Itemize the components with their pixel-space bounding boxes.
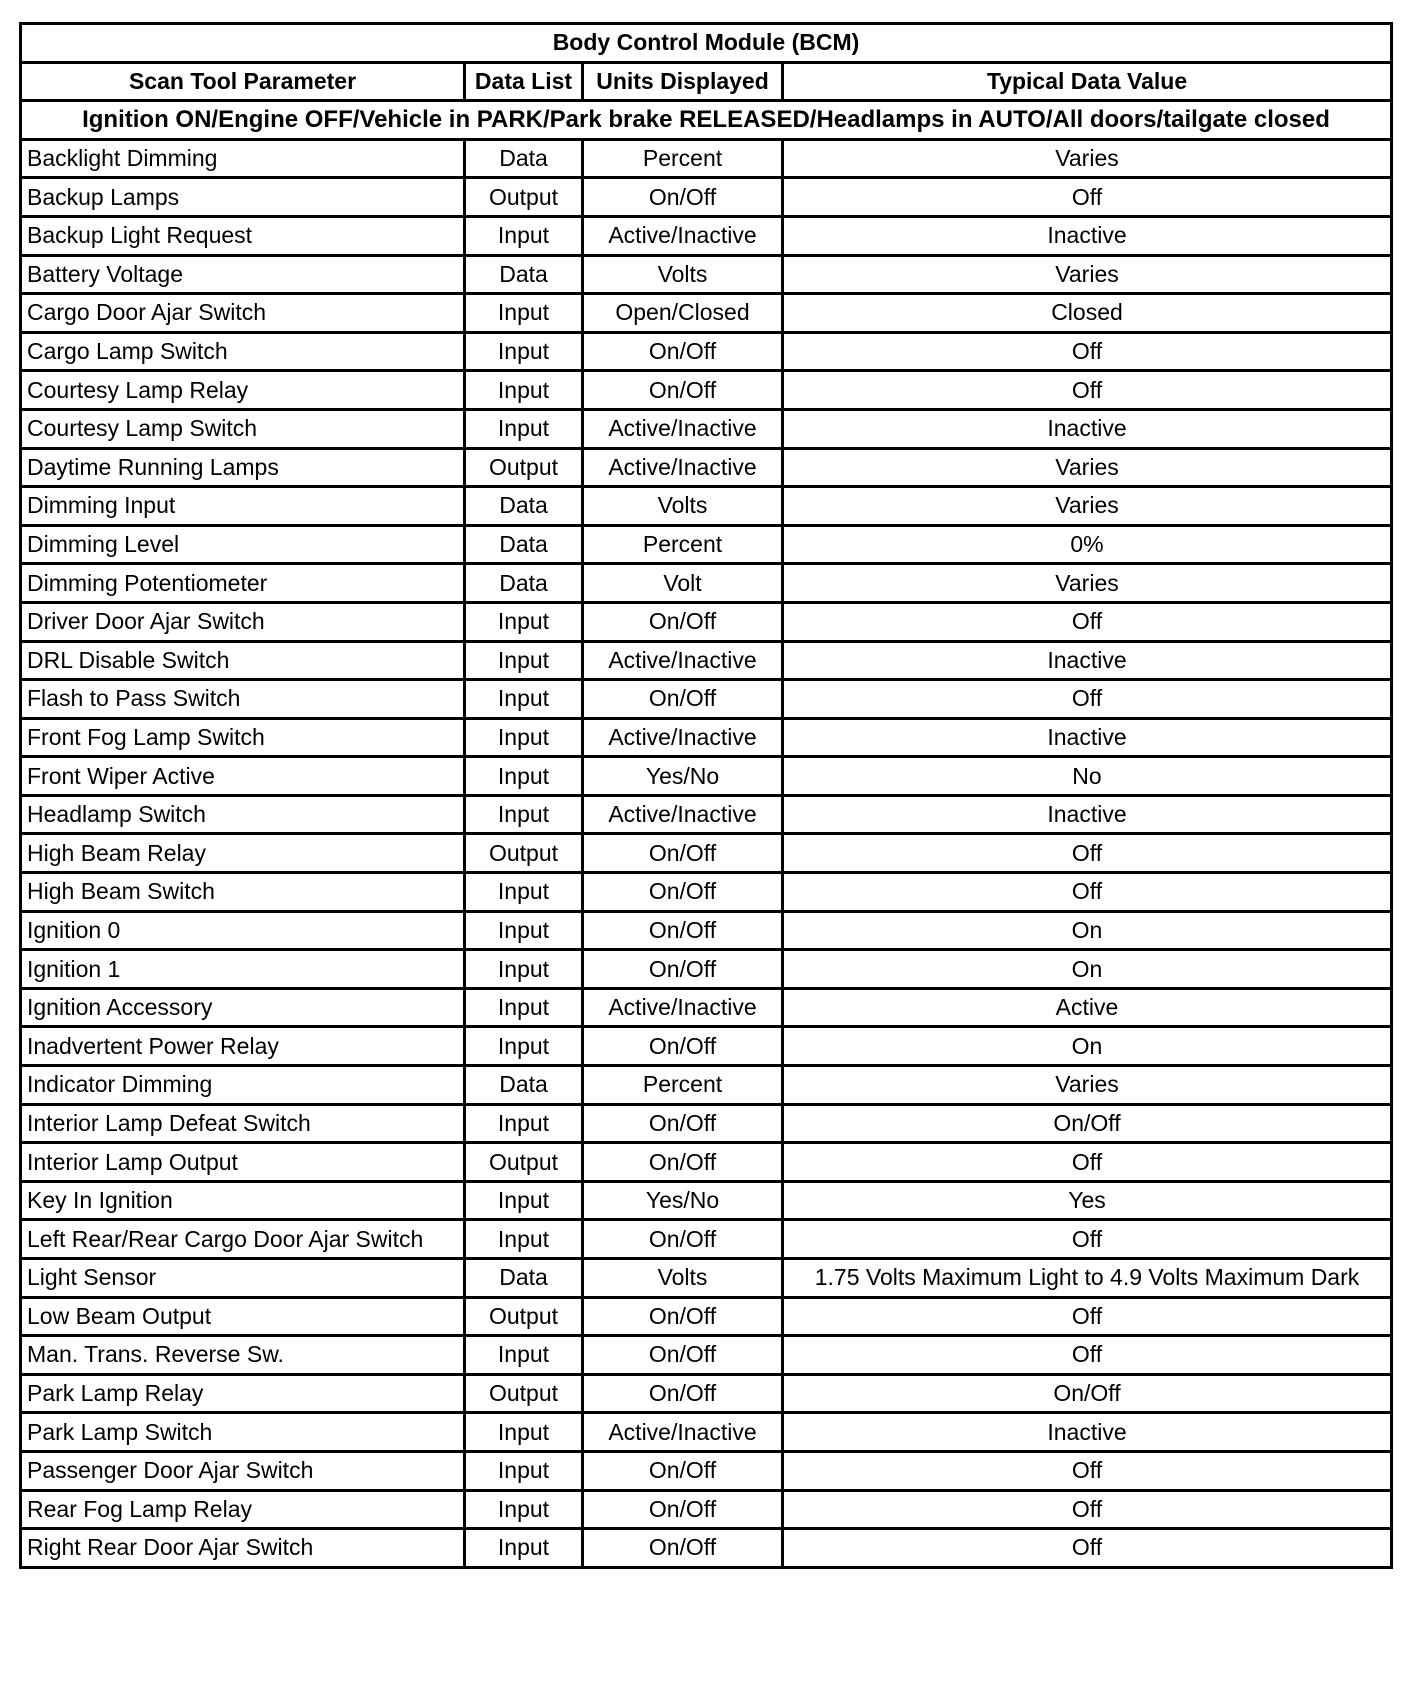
units-cell: On/Off — [583, 602, 783, 641]
units-cell: On/Off — [583, 680, 783, 719]
data-list-cell: Input — [465, 1220, 583, 1259]
data-list-cell: Input — [465, 1104, 583, 1143]
typical-value-cell: Off — [783, 602, 1392, 641]
typical-value-cell: On/Off — [783, 1374, 1392, 1413]
units-cell: Volts — [583, 255, 783, 294]
title-row — [21, 24, 1392, 63]
table-row — [21, 680, 1392, 719]
typical-value-cell: Off — [783, 1336, 1392, 1375]
typical-value-cell: Off — [783, 873, 1392, 912]
typical-value-cell: Inactive — [783, 409, 1392, 448]
typical-value-cell: Varies — [783, 448, 1392, 487]
table-row — [21, 216, 1392, 255]
data-list-cell: Output — [465, 448, 583, 487]
parameter-cell: Passenger Door Ajar Switch — [21, 1451, 465, 1490]
parameter-cell: Daytime Running Lamps — [21, 448, 465, 487]
units-cell: Active/Inactive — [583, 1413, 783, 1452]
typical-value-cell: No — [783, 757, 1392, 796]
units-cell: Active/Inactive — [583, 448, 783, 487]
table-row — [21, 1259, 1392, 1298]
table-row — [21, 178, 1392, 217]
units-cell: On/Off — [583, 834, 783, 873]
data-list-cell: Input — [465, 1336, 583, 1375]
data-list-cell: Input — [465, 988, 583, 1027]
typical-value-cell: Off — [783, 178, 1392, 217]
table-row — [21, 988, 1392, 1027]
table-row — [21, 1451, 1392, 1490]
table-row — [21, 525, 1392, 564]
parameter-cell: Front Fog Lamp Switch — [21, 718, 465, 757]
parameter-cell: Right Rear Door Ajar Switch — [21, 1529, 465, 1568]
units-cell: On/Off — [583, 332, 783, 371]
table-body — [21, 139, 1392, 1567]
typical-value-cell: Off — [783, 1490, 1392, 1529]
parameter-cell: Interior Lamp Output — [21, 1143, 465, 1182]
typical-value-cell: Varies — [783, 255, 1392, 294]
parameter-cell: Ignition Accessory — [21, 988, 465, 1027]
table-row — [21, 487, 1392, 526]
table-row — [21, 255, 1392, 294]
header-row — [21, 62, 1392, 101]
table-row — [21, 139, 1392, 178]
table-row — [21, 911, 1392, 950]
data-list-cell: Input — [465, 409, 583, 448]
header-typical-data-value: Typical Data Value — [783, 62, 1392, 101]
table-row — [21, 873, 1392, 912]
condition-row — [21, 101, 1392, 140]
data-list-cell: Input — [465, 1529, 583, 1568]
parameter-cell: Inadvertent Power Relay — [21, 1027, 465, 1066]
typical-value-cell: Inactive — [783, 795, 1392, 834]
data-list-cell: Input — [465, 641, 583, 680]
typical-value-cell: Off — [783, 371, 1392, 410]
data-list-cell: Output — [465, 1143, 583, 1182]
table-row — [21, 1297, 1392, 1336]
data-list-cell: Output — [465, 1374, 583, 1413]
data-list-cell: Input — [465, 216, 583, 255]
parameter-cell: Rear Fog Lamp Relay — [21, 1490, 465, 1529]
data-list-cell: Input — [465, 602, 583, 641]
parameter-cell: Park Lamp Switch — [21, 1413, 465, 1452]
parameter-cell: Courtesy Lamp Switch — [21, 409, 465, 448]
data-list-cell: Input — [465, 1027, 583, 1066]
parameter-cell: Dimming Input — [21, 487, 465, 526]
table-row — [21, 757, 1392, 796]
parameter-cell: Flash to Pass Switch — [21, 680, 465, 719]
parameter-cell: Cargo Lamp Switch — [21, 332, 465, 371]
typical-value-cell: Off — [783, 680, 1392, 719]
parameter-cell: Battery Voltage — [21, 255, 465, 294]
units-cell: Yes/No — [583, 1181, 783, 1220]
units-cell: Active/Inactive — [583, 795, 783, 834]
header-scan-tool-parameter: Scan Tool Parameter — [21, 62, 465, 101]
table-row — [21, 409, 1392, 448]
table-row — [21, 332, 1392, 371]
table-row — [21, 1220, 1392, 1259]
table-row — [21, 950, 1392, 989]
typical-value-cell: Yes — [783, 1181, 1392, 1220]
typical-value-cell: Inactive — [783, 216, 1392, 255]
bcm-data-table — [19, 22, 1393, 1569]
table-row — [21, 1490, 1392, 1529]
units-cell: On/Off — [583, 873, 783, 912]
typical-value-cell: On — [783, 1027, 1392, 1066]
units-cell: Volts — [583, 1259, 783, 1298]
parameter-cell: Front Wiper Active — [21, 757, 465, 796]
parameter-cell: DRL Disable Switch — [21, 641, 465, 680]
table-row — [21, 564, 1392, 603]
units-cell: Active/Inactive — [583, 988, 783, 1027]
typical-value-cell: Off — [783, 1297, 1392, 1336]
typical-value-cell: Off — [783, 1529, 1392, 1568]
table-title: Body Control Module (BCM) — [21, 24, 1392, 63]
units-cell: On/Off — [583, 371, 783, 410]
parameter-cell: Headlamp Switch — [21, 795, 465, 834]
typical-value-cell: Varies — [783, 487, 1392, 526]
typical-value-cell: 0% — [783, 525, 1392, 564]
parameter-cell: Dimming Potentiometer — [21, 564, 465, 603]
units-cell: On/Off — [583, 1374, 783, 1413]
typical-value-cell: Off — [783, 1451, 1392, 1490]
units-cell: Open/Closed — [583, 294, 783, 333]
data-list-cell: Input — [465, 1181, 583, 1220]
data-list-cell: Input — [465, 718, 583, 757]
units-cell: Active/Inactive — [583, 216, 783, 255]
units-cell: Active/Inactive — [583, 641, 783, 680]
parameter-cell: Courtesy Lamp Relay — [21, 371, 465, 410]
typical-value-cell: Inactive — [783, 1413, 1392, 1452]
table-row — [21, 641, 1392, 680]
typical-value-cell: On — [783, 911, 1392, 950]
parameter-cell: Park Lamp Relay — [21, 1374, 465, 1413]
data-list-cell: Data — [465, 255, 583, 294]
data-list-cell: Input — [465, 1451, 583, 1490]
data-list-cell: Data — [465, 1259, 583, 1298]
table-row — [21, 1066, 1392, 1105]
parameter-cell: Dimming Level — [21, 525, 465, 564]
data-list-cell: Input — [465, 332, 583, 371]
parameter-cell: Light Sensor — [21, 1259, 465, 1298]
units-cell: Percent — [583, 139, 783, 178]
units-cell: Yes/No — [583, 757, 783, 796]
parameter-cell: Low Beam Output — [21, 1297, 465, 1336]
parameter-cell: Cargo Door Ajar Switch — [21, 294, 465, 333]
data-list-cell: Data — [465, 564, 583, 603]
data-list-cell: Output — [465, 178, 583, 217]
table-row — [21, 1374, 1392, 1413]
table-row — [21, 602, 1392, 641]
units-cell: Percent — [583, 1066, 783, 1105]
table-row — [21, 294, 1392, 333]
parameter-cell: High Beam Switch — [21, 873, 465, 912]
typical-value-cell: Closed — [783, 294, 1392, 333]
table-row — [21, 1529, 1392, 1568]
typical-value-cell: Varies — [783, 564, 1392, 603]
typical-value-cell: Varies — [783, 1066, 1392, 1105]
table-row — [21, 1143, 1392, 1182]
typical-value-cell: Inactive — [783, 641, 1392, 680]
units-cell: On/Off — [583, 1104, 783, 1143]
typical-value-cell: Active — [783, 988, 1392, 1027]
data-list-cell: Input — [465, 680, 583, 719]
units-cell: Percent — [583, 525, 783, 564]
typical-value-cell: On — [783, 950, 1392, 989]
parameter-cell: High Beam Relay — [21, 834, 465, 873]
data-list-cell: Input — [465, 371, 583, 410]
parameter-cell: Interior Lamp Defeat Switch — [21, 1104, 465, 1143]
typical-value-cell: Off — [783, 834, 1392, 873]
parameter-cell: Backup Light Request — [21, 216, 465, 255]
parameter-cell: Ignition 1 — [21, 950, 465, 989]
typical-value-cell: Off — [783, 332, 1392, 371]
data-list-cell: Data — [465, 525, 583, 564]
table-row — [21, 1413, 1392, 1452]
data-list-cell: Data — [465, 139, 583, 178]
units-cell: On/Off — [583, 1451, 783, 1490]
data-list-cell: Output — [465, 1297, 583, 1336]
table-row — [21, 1104, 1392, 1143]
table-row — [21, 1336, 1392, 1375]
parameter-cell: Backup Lamps — [21, 178, 465, 217]
parameter-cell: Man. Trans. Reverse Sw. — [21, 1336, 465, 1375]
units-cell: On/Off — [583, 1336, 783, 1375]
table-row — [21, 795, 1392, 834]
units-cell: On/Off — [583, 1490, 783, 1529]
typical-value-cell: 1.75 Volts Maximum Light to 4.9 Volts Maximum Dark — [783, 1259, 1392, 1298]
data-list-cell: Input — [465, 911, 583, 950]
data-list-cell: Output — [465, 834, 583, 873]
data-list-cell: Input — [465, 1413, 583, 1452]
data-list-cell: Input — [465, 873, 583, 912]
data-list-cell: Input — [465, 795, 583, 834]
data-list-cell: Input — [465, 757, 583, 796]
typical-value-cell: Off — [783, 1143, 1392, 1182]
units-cell: On/Off — [583, 178, 783, 217]
units-cell: On/Off — [583, 1297, 783, 1336]
data-list-cell: Input — [465, 294, 583, 333]
header-data-list: Data List — [465, 62, 583, 101]
parameter-cell: Ignition 0 — [21, 911, 465, 950]
parameter-cell: Driver Door Ajar Switch — [21, 602, 465, 641]
data-list-cell: Data — [465, 487, 583, 526]
units-cell: On/Off — [583, 1529, 783, 1568]
table-row — [21, 448, 1392, 487]
units-cell: On/Off — [583, 911, 783, 950]
typical-value-cell: On/Off — [783, 1104, 1392, 1143]
data-list-cell: Input — [465, 1490, 583, 1529]
table-row — [21, 371, 1392, 410]
data-list-cell: Data — [465, 1066, 583, 1105]
typical-value-cell: Varies — [783, 139, 1392, 178]
table-row — [21, 1027, 1392, 1066]
header-units-displayed: Units Displayed — [583, 62, 783, 101]
units-cell: On/Off — [583, 1027, 783, 1066]
parameter-cell: Left Rear/Rear Cargo Door Ajar Switch — [21, 1220, 465, 1259]
units-cell: Volts — [583, 487, 783, 526]
typical-value-cell: Inactive — [783, 718, 1392, 757]
units-cell: Volt — [583, 564, 783, 603]
parameter-cell: Backlight Dimming — [21, 139, 465, 178]
units-cell: On/Off — [583, 1220, 783, 1259]
units-cell: Active/Inactive — [583, 409, 783, 448]
parameter-cell: Key In Ignition — [21, 1181, 465, 1220]
table-row — [21, 718, 1392, 757]
typical-value-cell: Off — [783, 1220, 1392, 1259]
test-condition: Ignition ON/Engine OFF/Vehicle in PARK/Park brake RELEASED/Headlamps in AUTO/All doors/tailgate closed — [21, 101, 1392, 140]
units-cell: On/Off — [583, 950, 783, 989]
table-row — [21, 1181, 1392, 1220]
table-row — [21, 834, 1392, 873]
units-cell: Active/Inactive — [583, 718, 783, 757]
units-cell: On/Off — [583, 1143, 783, 1182]
parameter-cell: Indicator Dimming — [21, 1066, 465, 1105]
data-list-cell: Input — [465, 950, 583, 989]
